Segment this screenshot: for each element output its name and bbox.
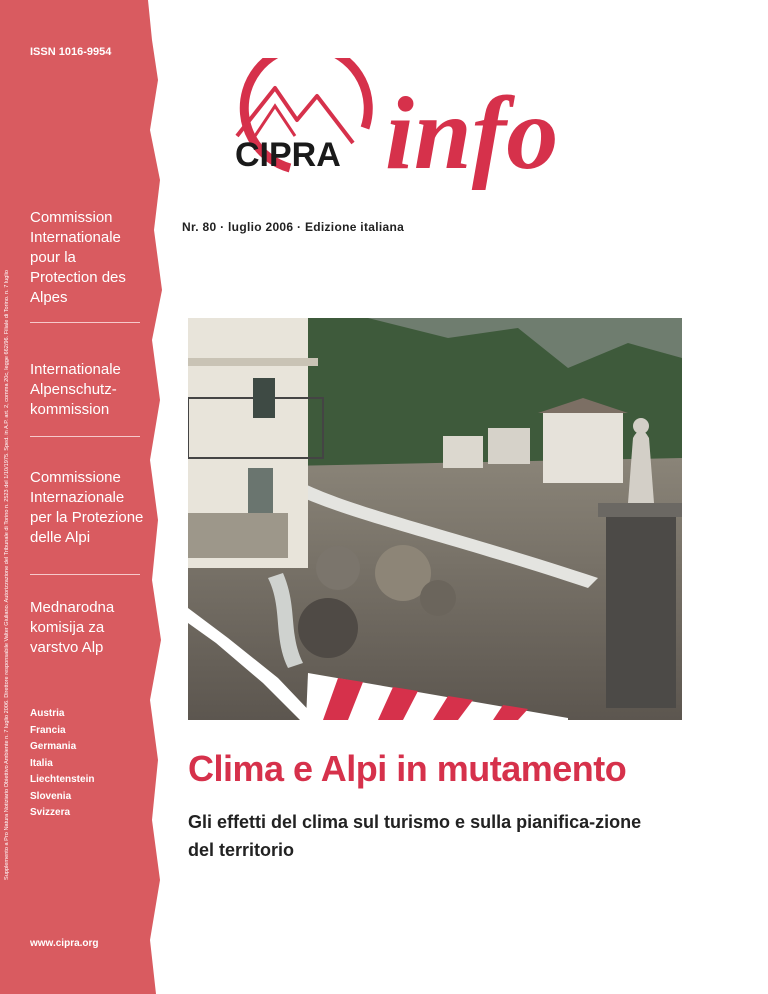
divider <box>30 322 140 323</box>
issn-number: ISSN 1016-9954 <box>30 46 112 58</box>
country-item: Svizzera <box>30 807 71 818</box>
country-item: Francia <box>30 724 66 736</box>
lang-slovenian: Mednarodna komisija za varstvo Alp <box>30 599 115 656</box>
lang-italian: Commissione Internazionale per la Protezione delle Alpi <box>30 469 144 546</box>
logo-info-text: info <box>385 76 559 191</box>
lang-german: Internationale Alpenschutz-kommission <box>30 361 121 418</box>
cipra-info-logo <box>215 58 625 198</box>
postal-notice: Supplemento a Pro Natura Notiziario Obiettivo Ambiente n. 7 luglio 2006. Direttore responsabile Valter Giuliano. Autorizzazione del Tribunale di Torino n. 2523 del 1/10/1975. Sped. in A.P. art. 2, comma 20c, legge 662/96. Filiale di Torino. n. 7 luglio <box>4 270 10 880</box>
house-distant <box>488 428 530 464</box>
subtitle: Gli effetti del clima sul turismo e sulla pianifica-zione del territorio <box>188 812 642 860</box>
boulder <box>420 580 456 616</box>
country-item: Germania <box>30 741 77 752</box>
country-item: Italia <box>30 757 53 769</box>
stone-pillar <box>606 508 676 708</box>
issue-line: Nr. 80 · luglio 2006 · Edizione italiana <box>182 220 405 234</box>
country-item: Austria <box>30 708 65 719</box>
boulder <box>316 546 360 590</box>
boulder <box>298 598 358 658</box>
divider <box>30 574 140 575</box>
logo-brand-text: CIPRA <box>235 136 341 174</box>
headline: Clima e Alpi in mutamento <box>188 748 627 789</box>
cover-photo <box>188 318 682 720</box>
lang-french: Commission Internationale pour la Protection des Alpes <box>30 209 126 306</box>
divider <box>30 436 140 437</box>
country-list <box>30 706 94 822</box>
house-right <box>543 413 623 483</box>
country-item: Slovenia <box>30 790 72 802</box>
house-distant <box>443 436 483 468</box>
website-link[interactable]: www.cipra.org <box>30 938 99 949</box>
country-item: Liechtenstein <box>30 774 95 785</box>
